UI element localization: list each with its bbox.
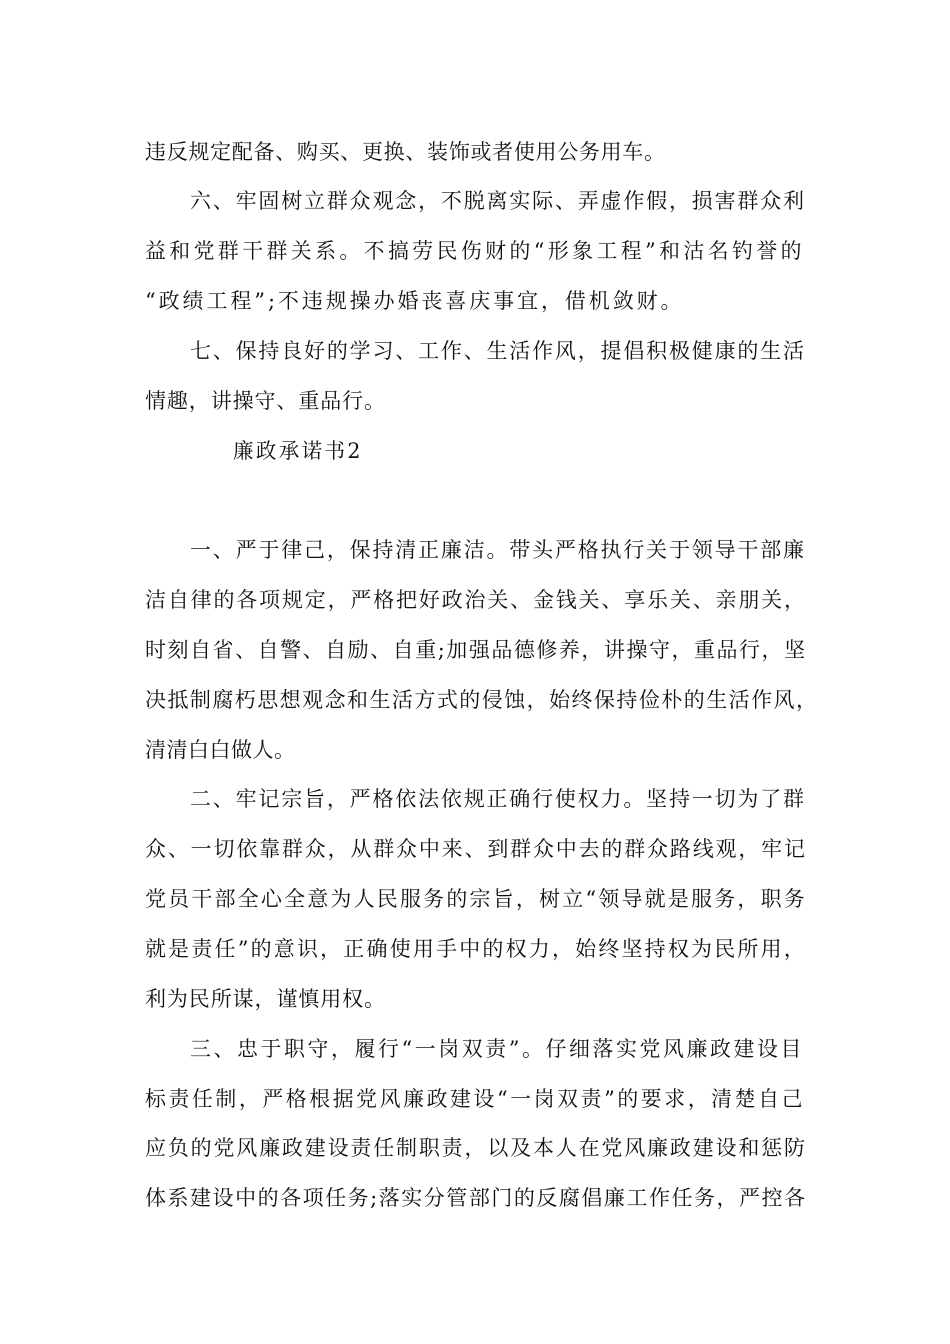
text-line: 益和党群干群关系。不搞劳民伤财的“形象工程”和沽名钓誉的 bbox=[145, 239, 805, 263]
section-title: 廉政承诺书2 bbox=[233, 439, 363, 463]
text-line: 清清白白做人。 bbox=[145, 738, 296, 762]
paragraph-three-line: 三、忠于职守，履行“一岗双责”。仔细落实党风廉政建设目 bbox=[190, 1037, 805, 1061]
text-line: 情趣，讲操守、重品行。 bbox=[145, 389, 386, 413]
text-line: 违反规定配备、购买、更换、装饰或者使用公务用车。 bbox=[145, 140, 666, 164]
text-line: 就是责任”的意识，正确使用手中的权力，始终坚持权为民所用， bbox=[145, 937, 807, 961]
text-line: 时刻自省、自警、自励、自重;加强品德修养，讲操守，重品行，坚 bbox=[145, 638, 807, 662]
text-line: “政绩工程”;不违规操办婚丧喜庆事宜，借机敛财。 bbox=[145, 289, 685, 313]
text-line: 应负的党风廉政建设责任制职责，以及本人在党风廉政建设和惩防 bbox=[145, 1136, 807, 1160]
paragraph-two-line: 二、牢记宗旨，严格依法依规正确行使权力。坚持一切为了群 bbox=[190, 787, 806, 811]
text-line: 众、一切依靠群众，从群众中来、到群众中去的群众路线观，牢记 bbox=[145, 837, 807, 861]
paragraph-six-line: 六、牢固树立群众观念，不脱离实际、弄虚作假，损害群众利 bbox=[190, 189, 806, 213]
text-line: 洁自律的各项规定，严格把好政治关、金钱关、享乐关、亲朋关， bbox=[145, 588, 807, 612]
text-line: 体系建设中的各项任务;落实分管部门的反腐倡廉工作任务，严控各 bbox=[145, 1186, 807, 1210]
text-line: 标责任制，严格根据党风廉政建设“一岗双责”的要求，清楚自己 bbox=[145, 1087, 806, 1111]
paragraph-one-line: 一、严于律己，保持清正廉洁。带头严格执行关于领导干部廉 bbox=[190, 538, 806, 562]
text-line: 利为民所谋，谨慎用权。 bbox=[145, 987, 386, 1011]
text-line: 党员干部全心全意为人民服务的宗旨，树立“领导就是服务，职务 bbox=[145, 887, 807, 911]
paragraph-seven-line: 七、保持良好的学习、工作、生活作风，提倡积极健康的生活 bbox=[190, 339, 806, 363]
text-line: 决抵制腐朽思想观念和生活方式的侵蚀，始终保持俭朴的生活作风， bbox=[145, 688, 819, 712]
